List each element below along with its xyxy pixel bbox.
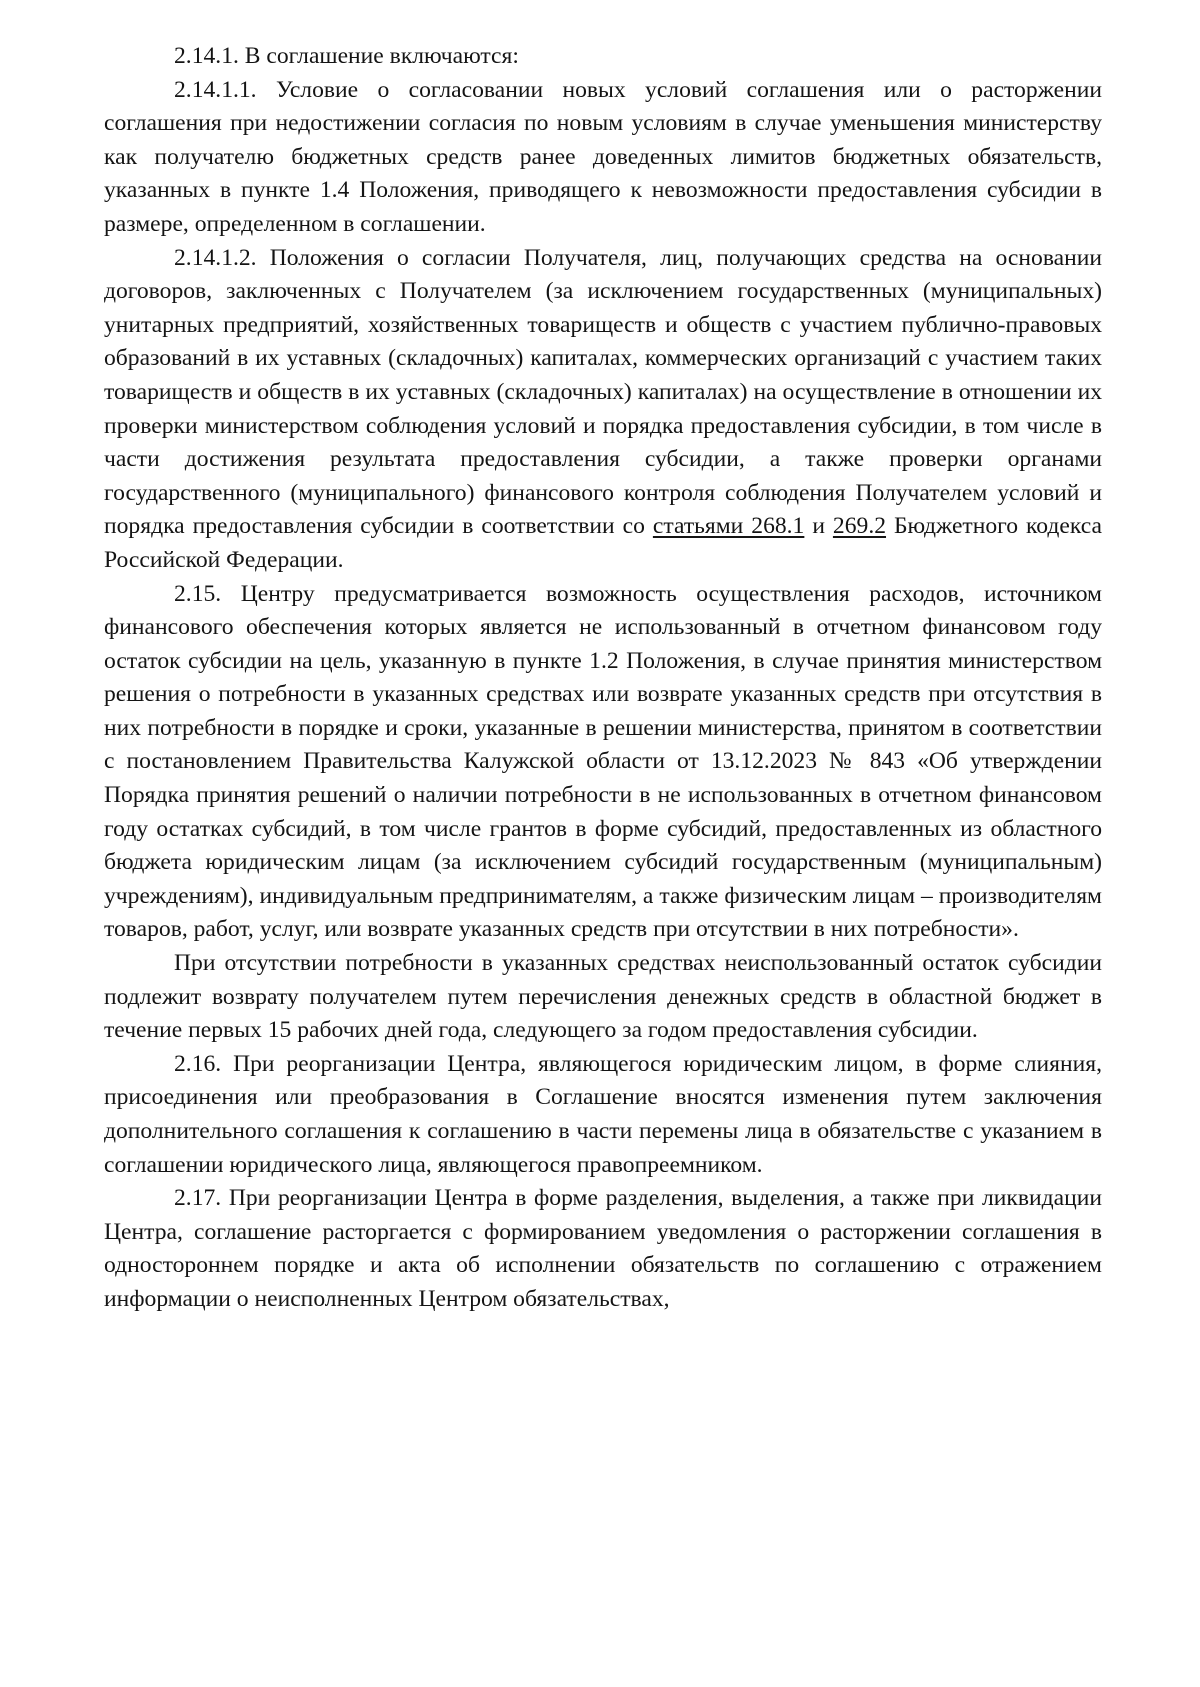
paragraph-text: 2.14.1.1. Условие о согласовании новых условий соглашения или о расторжении соглашения при недостижении согласия по новым условиям в случае уменьшения министерству как получателю бюджетных средств ранее доведенных лимитов бюджетных обязательств, указанных в пункте 1.4 Положения, приводящего к невозможности предоставления субсидии в размере, определенном в соглашении. [104,76,1102,237]
clause-2-14-1-1 [104,74,1102,242]
clause-2-17 [104,1182,1102,1316]
paragraph-text: 2.15. Центру предусматривается возможность осуществления расходов, источником финансового обеспечения которых является не использованный в отчетном финансовом году остаток субсидии на цель, указанную в пункте 1.2 Положения, в случае принятия министерством решения о потребности в указанных средствах или возврате указанных средств при отсутствия в них потребности в порядке и сроки, указанные в решении министерства, принятом в соответствии с постановлением Правительства Калужской области от 13.12.2023 № 843 «Об утверждении Порядка принятия решений о наличии потребности в не использованных в отчетном финансовом году остатках субсидий, в том числе грантов в форме субсидий, предоставленных из областного бюджета юридическим лицам (за исключением субсидий государственным (муниципальным) учреждениям), индивидуальным предпринимателям, а также физическим лицам – производителям товаров, работ, услуг, или возврате указанных средств при отсутствии в них потребности». [104,580,1102,943]
clause-2-15-refund [104,947,1102,1048]
paragraph-text: и [804,513,833,540]
paragraph-text: 2.16. При реорганизации Центра, являющегося юридическим лицом, в форме слияния, присоединения или преобразования в Соглашение вносятся изменения путем заключения дополнительного соглашения к соглашению в части перемены лица в обязательстве с указанием в соглашении юридического лица, являющегося правопреемником. [104,1050,1102,1178]
clause-2-16 [104,1048,1102,1182]
clause-2-14-1-2 [104,242,1102,578]
clause-2-15 [104,578,1102,948]
paragraph-text: 2.14.1. В соглашение включаются: [174,43,519,69]
budget-code-articles-link[interactable]: статьями 268.1 [652,513,805,540]
paragraph-text: Бюджетного кодекса Российской Федерации. [104,513,1102,573]
paragraph-text: При отсутствии потребности в указанных средствах неиспользованный остаток субсидии подлежит возврату получателем путем перечисления денежных средств в областной бюджет в течение первых 15 рабочих дней года, следующего за годом предоставления субсидии. [104,950,1102,1044]
paragraph-text: 2.14.1.2. Положения о согласии Получателя, лиц, получающих средства на основании договоров, заключенных с Получателем (за исключением государственных (муниципальных) унитарных предприятий, хозяйственных товариществ и обществ с участием публично-правовых образований в их уставных (складочных) капиталах, коммерческих организаций с участием таких товариществ и обществ в их уставных (складочных) капиталах) на осуществление в отношении их проверки министерством соблюдения условий и порядка предоставления субсидии, в том числе в части достижения результата предоставления субсидии, а также проверки органами государственного (муниципального) финансового контроля соблюдения Получателем условий и порядка предоставления субсидии в соответствии со [104,244,1102,540]
clause-2-14-1 [104,40,1102,74]
budget-code-article-link[interactable]: 269.2 [832,513,887,540]
paragraph-text: 2.17. При реорганизации Центра в форме разделения, выделения, а также при ликвидации Центра, соглашение расторгается с формированием уведомления о расторжении соглашения в одностороннем порядке и акта об исполнении обязательств по соглашению с отражением информации о неисполненных Центром обязательствах, [104,1185,1102,1312]
